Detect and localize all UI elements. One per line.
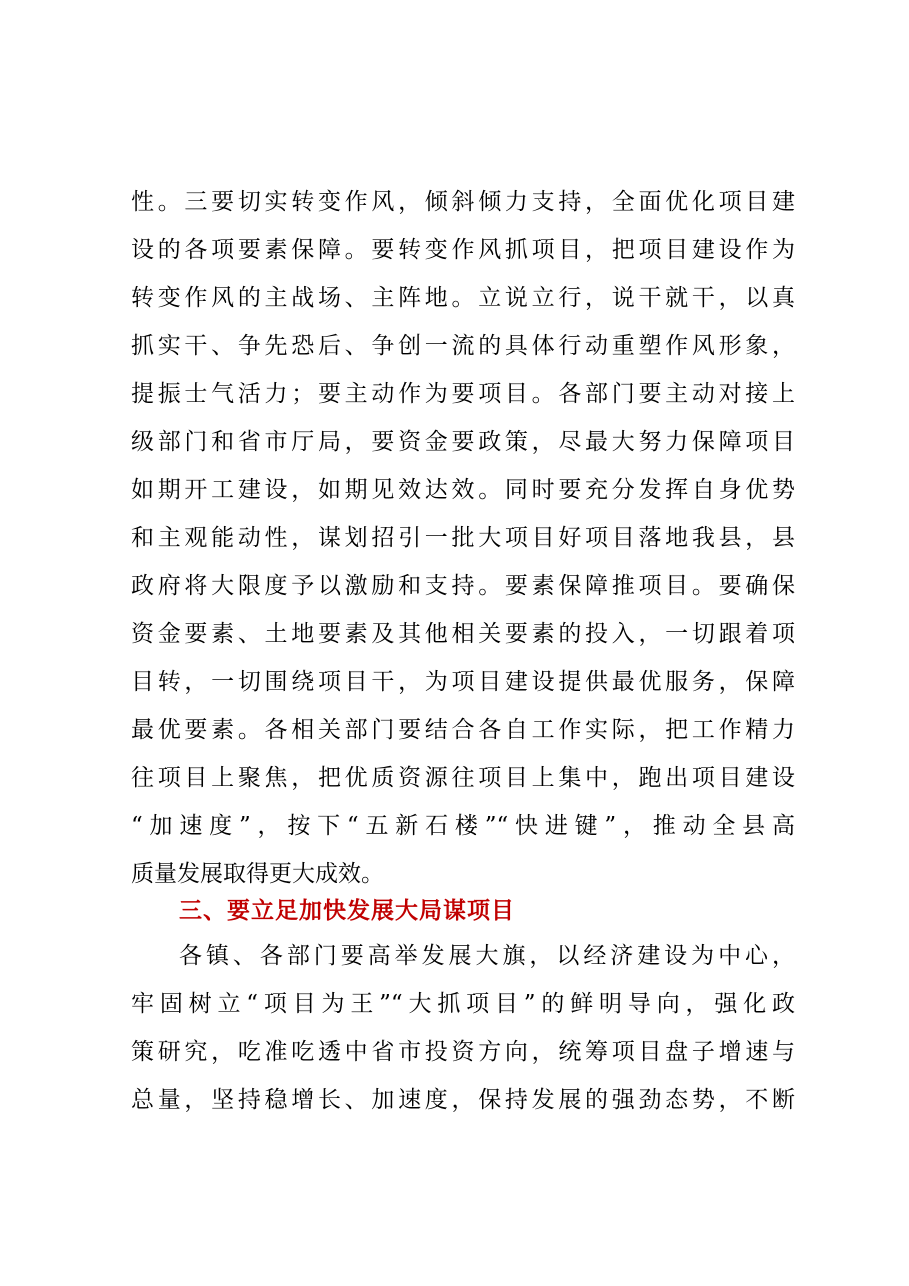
paragraph-line: 如期开工建设，如期见效达效。同时要充分发挥自身优势	[131, 477, 795, 503]
paragraph-line: 目转，一切围绕项目干，为项目建设提供最优服务，保障	[131, 669, 795, 695]
paragraph-line: 质量发展取得更大成效。	[131, 861, 384, 887]
paragraph-2	[131, 932, 795, 1124]
paragraph-line: 牢固树立“项目为王”“大抓项目”的鲜明导向，强化政	[131, 991, 795, 1017]
paragraph-line: 策研究，吃准吃透中省市投资方向，统筹项目盘子增速与	[131, 1039, 795, 1065]
paragraph-line: 最优要素。各相关部门要结合各自工作实际，把工作精力	[131, 717, 795, 743]
paragraph-line: 性。三要切实转变作风，倾斜倾力支持，全面优化项目建	[131, 189, 795, 215]
paragraph-line: 抓实干、争先恐后、争创一流的具体行动重塑作风形象，	[131, 333, 795, 359]
paragraph-line: 转变作风的主战场、主阵地。立说立行，说干就干，以真	[131, 285, 795, 311]
paragraph-line: 资金要素、土地要素及其他相关要素的投入，一切跟着项	[131, 621, 795, 647]
paragraph-line: 级部门和省市厅局，要资金要政策，尽最大努力保障项目	[131, 429, 795, 455]
section-heading: 三、要立足加快发展大局谋项目	[179, 898, 515, 924]
paragraph-line: “加速度”，按下“五新石楼”“快进键”，推动全县高	[131, 813, 795, 839]
paragraph-1	[131, 178, 795, 898]
paragraph-line: 和主观能动性，谋划招引一批大项目好项目落地我县，县	[131, 525, 795, 551]
paragraph-line: 设的各项要素保障。要转变作风抓项目，把项目建设作为	[131, 237, 795, 263]
paragraph-line: 提振士气活力；要主动作为要项目。各部门要主动对接上	[131, 381, 795, 407]
paragraph-line: 政府将大限度予以激励和支持。要素保障推项目。要确保	[131, 573, 795, 599]
paragraph-line: 各镇、各部门要高举发展大旗，以经济建设为中心，	[179, 943, 795, 969]
paragraph-line: 总量，坚持稳增长、加速度，保持发展的强劲态势，不断	[131, 1087, 795, 1113]
paragraph-line: 往项目上聚焦，把优质资源往项目上集中，跑出项目建设	[131, 765, 795, 791]
